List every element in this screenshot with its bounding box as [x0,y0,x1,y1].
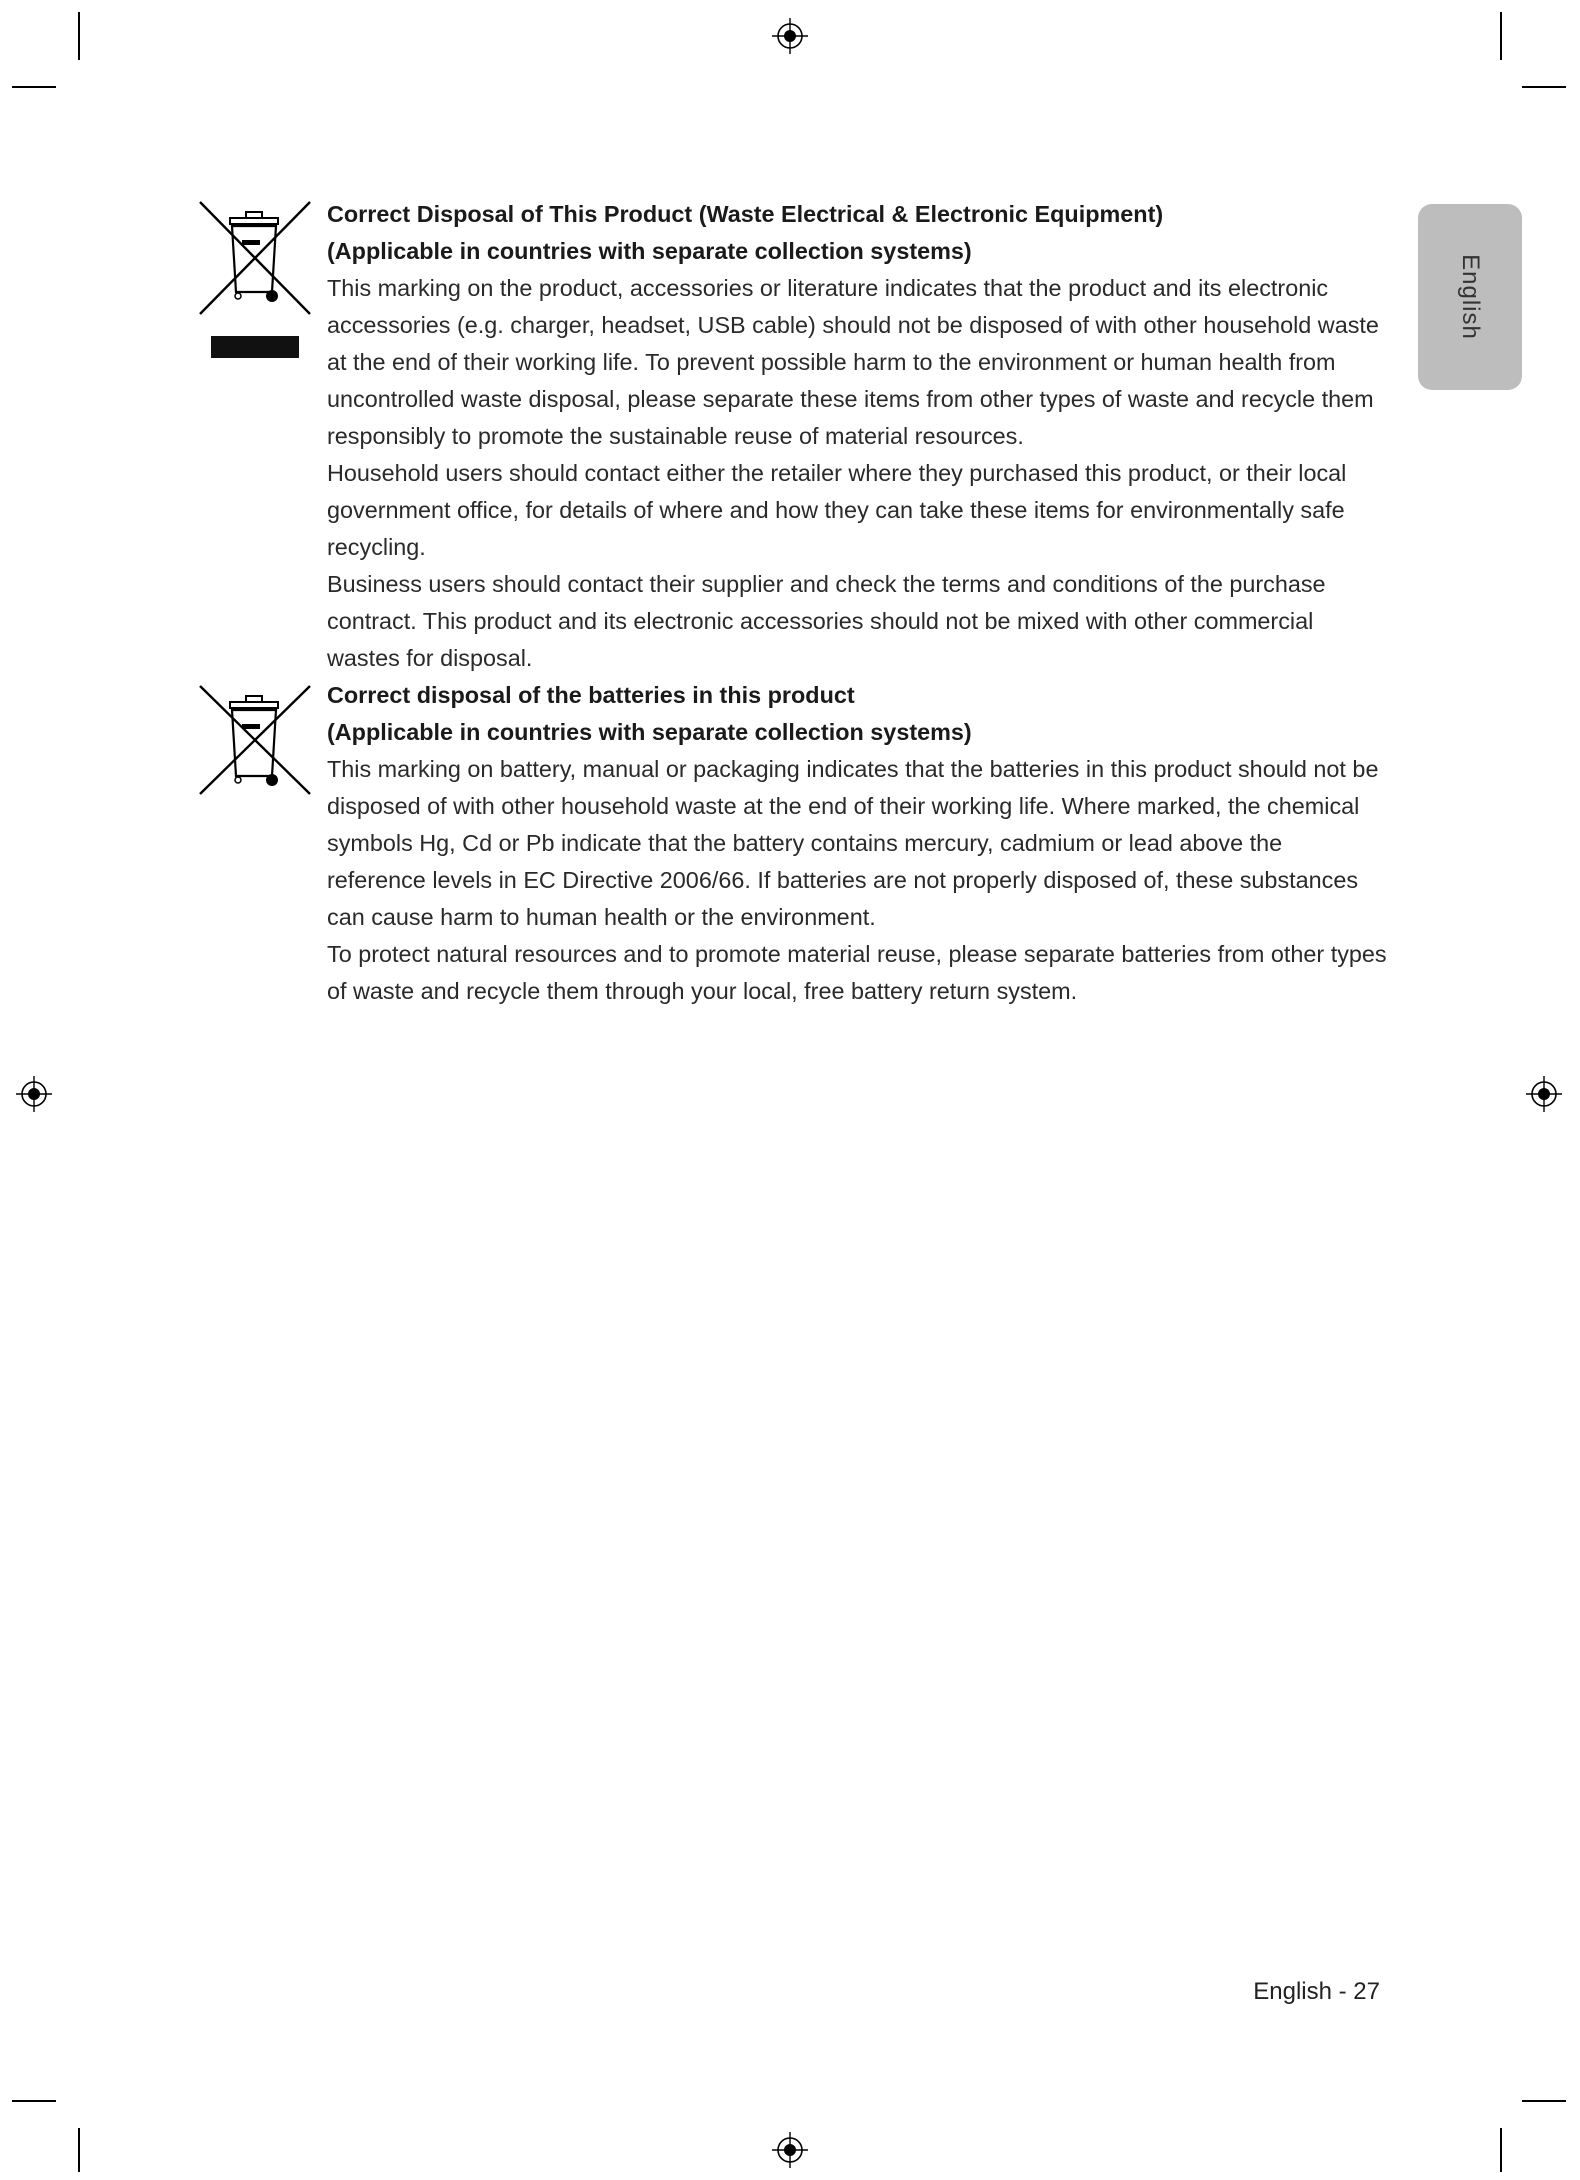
separate-collection-bar [211,336,299,358]
registration-mark-icon [16,1076,52,1112]
language-tab-label: English [1457,254,1484,340]
crop-mark [12,2100,56,2102]
battery-subtitle: (Applicable in countries with separate collection systems) [327,719,972,745]
crop-mark [78,12,80,60]
weee-subtitle: (Applicable in countries with separate collection systems) [327,238,972,264]
registration-mark-icon [772,2132,808,2168]
battery-paragraph: To protect natural resources and to promote material reuse, please separate batteries from other types of waste and recycle them through your local, free battery return system. [327,941,1387,1004]
weee-paragraph: Business users should contact their supplier and check the terms and conditions of the purchase contract. This product and its electronic accessories should not be mixed with other commercial wastes for disposal. [327,571,1326,671]
crop-mark [1500,2128,1502,2172]
weee-paragraph: This marking on the product, accessories or literature indicates that the product and its electronic accessories (e.g. charger, headset, USB cable) should not be disposed of with other household waste at the end of their working life. To prevent possible harm to the environment or human health from uncontrolled waste disposal, please separate these items from other types of waste and recycle them responsibly to promote the sustainable reuse of material resources. [327,275,1379,449]
battery-title: Correct disposal of the batteries in this product [327,682,855,708]
crop-mark [12,86,56,88]
page-number: English - 27 [1253,1978,1380,2005]
disposal-content [327,196,1387,1010]
crop-mark [1522,86,1566,88]
language-tab [1418,204,1522,390]
crossed-bin-icon [198,200,312,318]
crop-mark [1522,2100,1566,2102]
battery-paragraph: This marking on battery, manual or packaging indicates that the batteries in this product should not be disposed of with other household waste at the end of their working life. Where marked, the chemical symbols Hg, Cd or Pb indicate that the battery contains mercury, cadmium or lead above the reference levels in EC Directive 2006/66. If batteries are not properly disposed of, these substances can cause harm to human health or the environment. [327,756,1379,930]
crossed-bin-icon [198,684,312,798]
crop-mark [78,2128,80,2172]
registration-mark-icon [772,18,808,54]
weee-title: Correct Disposal of This Product (Waste Electrical & Electronic Equipment) [327,201,1164,227]
crop-mark [1500,12,1502,60]
weee-paragraph: Household users should contact either the retailer where they purchased this product, or their local government office, for details of where and how they can take these items for environmentally safe recycling. [327,460,1347,560]
registration-mark-icon [1526,1076,1562,1112]
